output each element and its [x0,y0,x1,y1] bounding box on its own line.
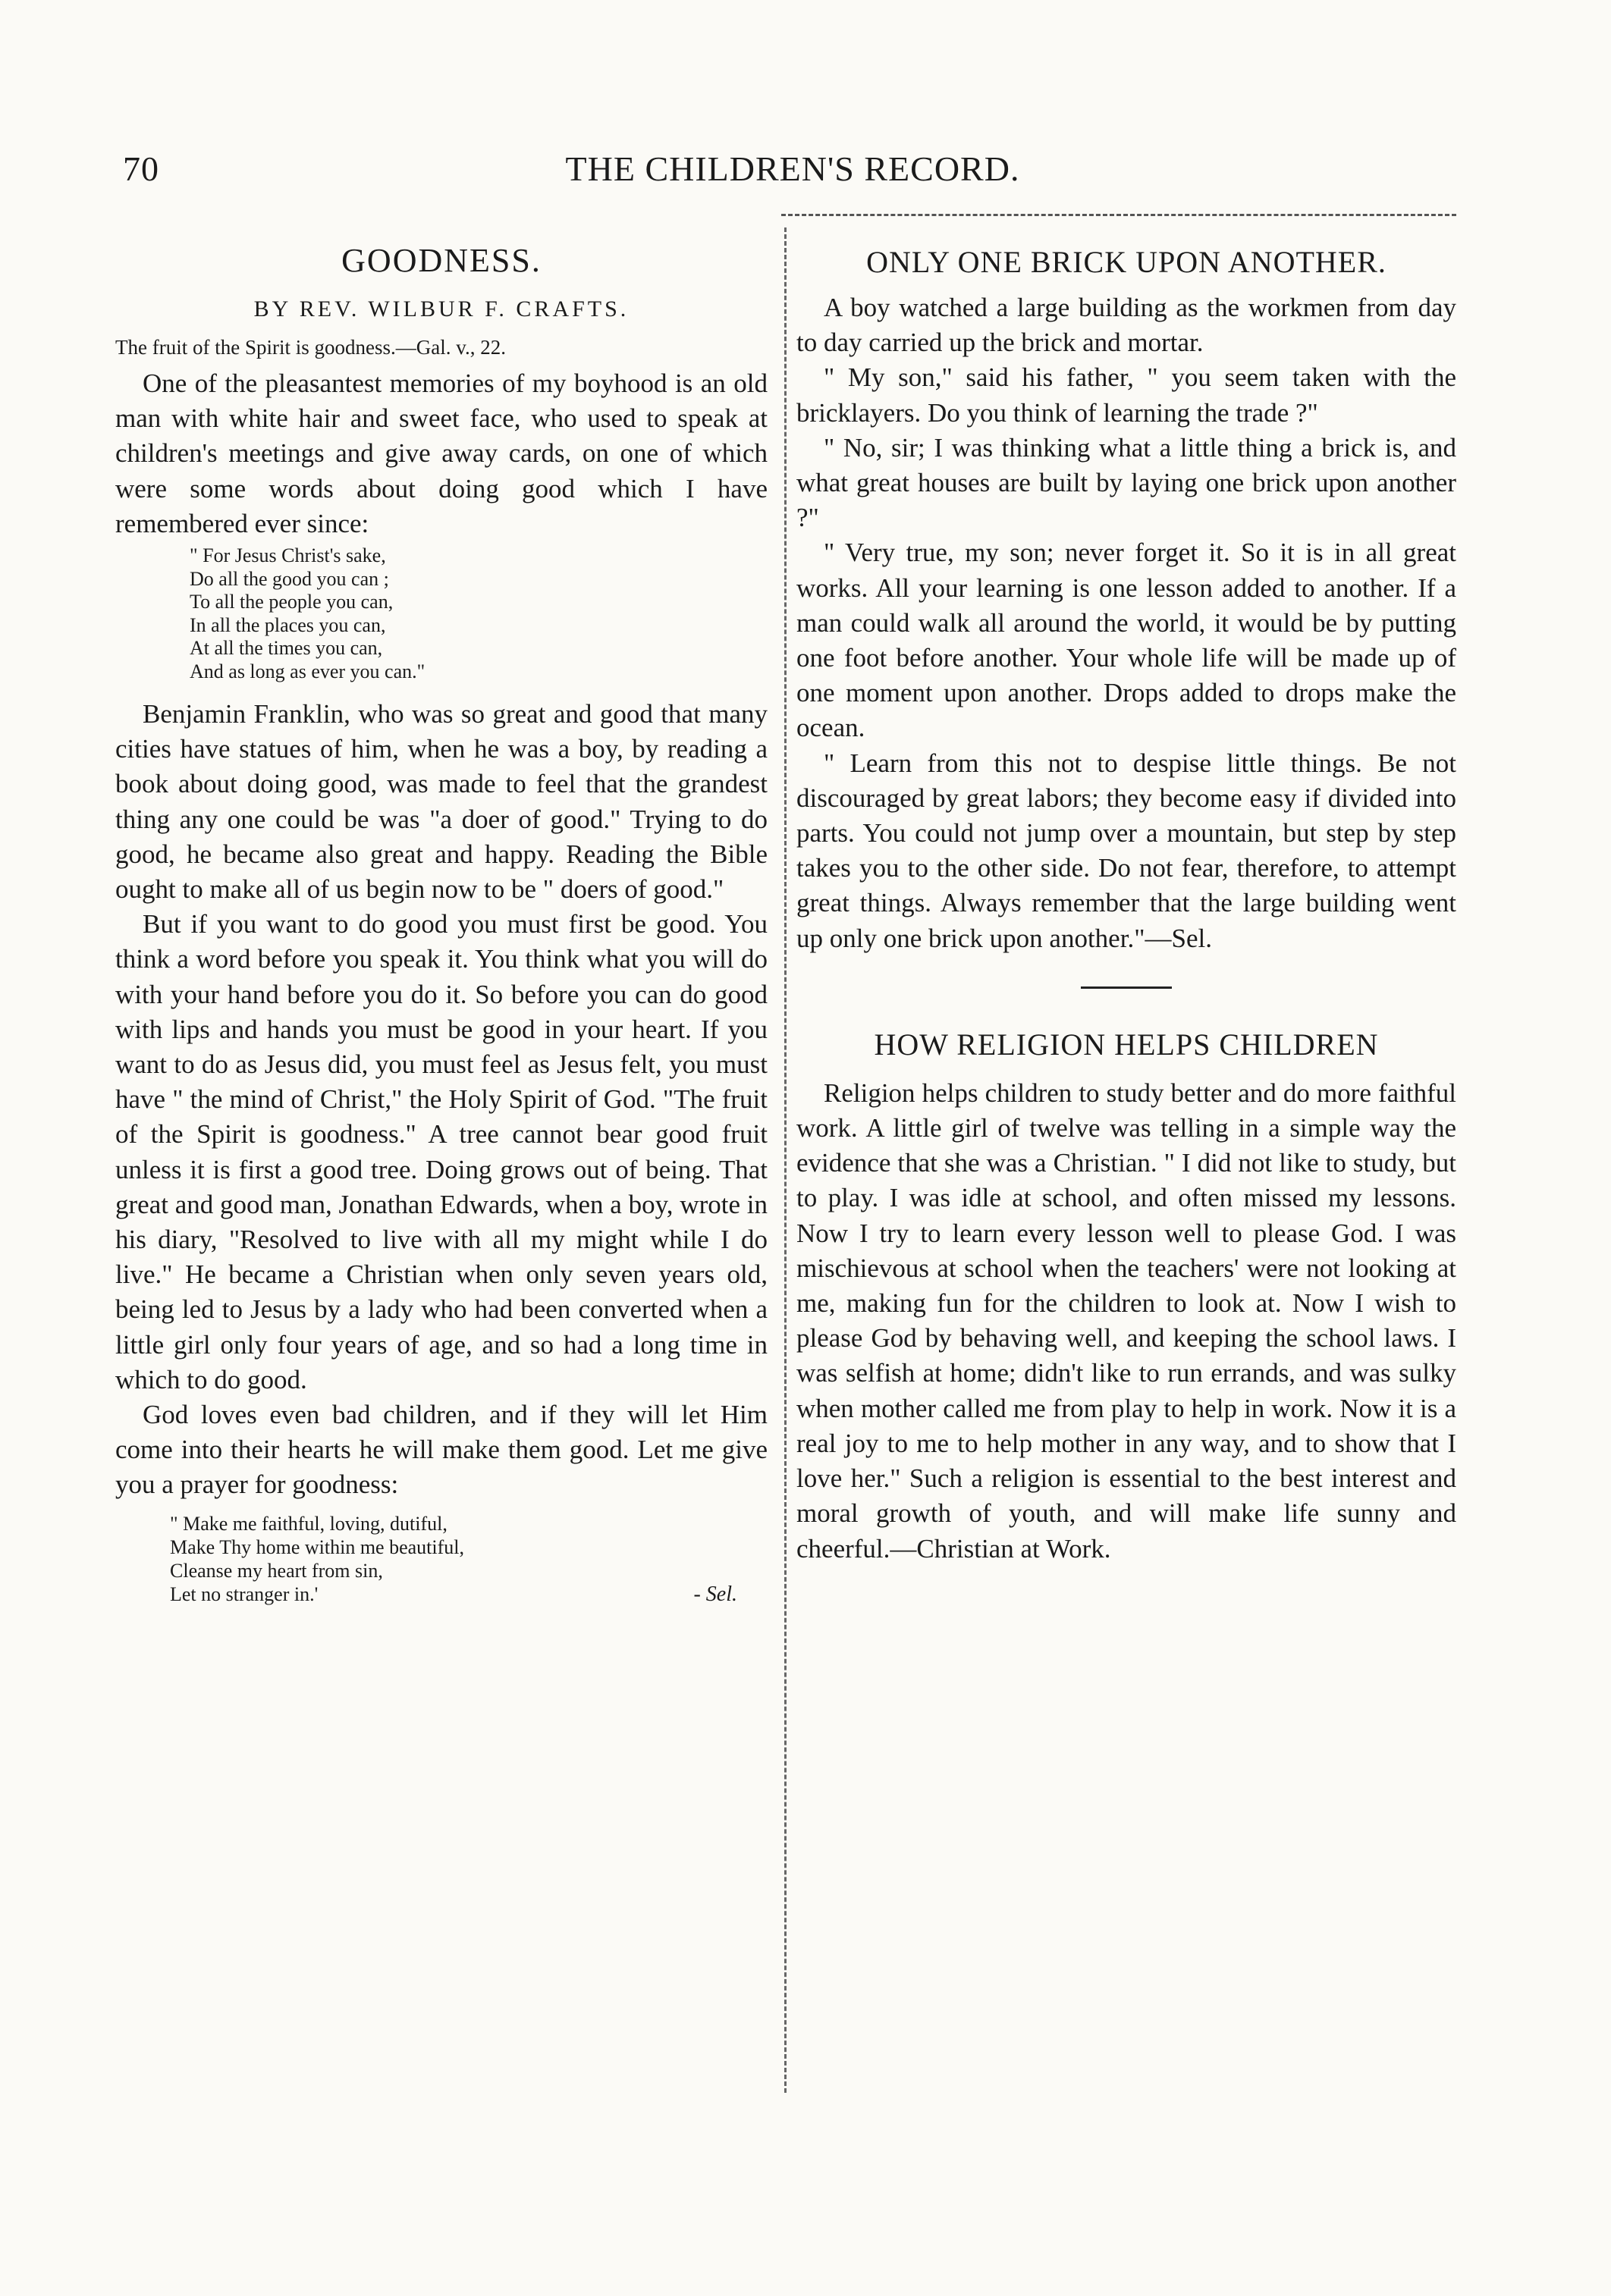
paragraph: A boy watched a large building as the workmen from day to day carried up the brick and mortar. [796,293,1456,358]
article-goodness [115,241,768,1606]
running-title: THE CHILDREN'S RECORD. [565,149,1020,188]
poem-line: In all the places you can, [190,613,386,636]
paragraph: " My son," said his father, " you seem taken with the bricklayers. Do you think of learning the trade ?" [796,362,1456,428]
page-number: 70 [123,149,159,188]
poem-line: " Make me faithful, loving, dutiful, [170,1512,448,1535]
verse-credit: - Sel. [693,1582,737,1606]
right-column [796,241,1456,1567]
header-rule [781,214,1456,216]
section-separator [1081,986,1172,989]
poem-line: Cleanse my heart from sin, [170,1559,383,1582]
article-title: ONLY ONE BRICK UPON ANOTHER. [866,245,1386,279]
paragraph: Benjamin Franklin, who was so great and good that many cities have statues of him, when he was a boy, by reading a book about doing good, was made to feel that the grandest thing any one could be was "a doer of good." Trying to do good, he became also great and happy. Reading the Bible ought to make all of us begin now to be " doers of good." [115,699,768,905]
paragraph: " Very true, my son; never forget it. So it is in all great works. All your learning is one lesson added to another. If a man could walk all around the world, it would be by putting one foot before another. Your whole life will be made up of one moment upon another. Drops added to drops make the ocean. [796,538,1456,743]
prayer-verse [170,1512,768,1606]
article-title: GOODNESS. [341,242,542,279]
poem-line: Let no stranger in.' [170,1582,319,1605]
article-byline: BY REV. WILBUR F. CRAFTS. [253,296,630,322]
poem-line: " For Jesus Christ's sake, [190,544,386,567]
article-epigraph: The fruit of the Spirit is goodness.—Gal. v., 22. [115,336,506,359]
page-header [114,149,1471,202]
poem-line: To all the people you can, [190,591,394,613]
paragraph: " Learn from this not to despise little things. Be not discouraged by great labors; they become easy if divided into parts. You could not jump over a mountain, but step by step takes you to the other side. Do not fear, therefore, to attempt great things. Always remember that the large building went up only one brick upon another."—Sel. [796,748,1456,953]
paragraph: God loves even bad children, and if they will let Him come into their hearts he will make them good. Let me give you a prayer for goodness: [115,1400,768,1500]
poem-line: Do all the good you can ; [190,567,389,590]
paragraph: But if you want to do good you must first be good. You think a word before you speak it. You think what you will do with your hand before you do it. So before you can do good with lips and hands you must be good in your heart. If you want to do as Jesus did, you must feel as Jesus felt, you must have " the mind of Christ," the Holy Spirit of God. "The fruit of the Spirit is goodness." A tree cannot bear good fruit unless it is first a good tree. Doing grows out of being. That great and good man, Jonathan Edwards, when a boy, wrote in his diary, "Resolved to live with all my might while I do live." He became a Christian when only seven years old, being led to Jesus by a lady who had been converted when a little girl only four years of age, and so had a long time in which to do good. [115,909,768,1394]
paragraph: One of the pleasantest memories of my boyhood is an old man with white hair and sweet face, who used to speak at children's meetings and give away cards, on one of which were some words about doing good which I have remembered ever since: [115,369,768,538]
article-title: HOW RELIGION HELPS CHILDREN [874,1027,1379,1062]
poem-line: Make Thy home within me beautiful, [170,1535,464,1558]
paragraph: " No, sir; I was thinking what a little thing a brick is, and what great houses are built by laying one brick upon another ?" [796,432,1456,533]
poem-line: At all the times you can, [190,637,383,660]
paragraph: Religion helps children to study better and do more faithful work. A little girl of twelve was telling in a simple way the evidence that she was a Christian. " I did not like to study, but to play. I was idle at school, and often missed my lessons. Now I try to learn every lesson well to please God. I was mischievous at school when the teachers' were not looking at me, making fun for the children to look at. Now I wish to please God by behaving well, and keeping the school laws. I was selfish at home; didn't like to run errands, and was sulky when mother called me from play to help in work. Now it is a real joy to me to help mother in any way, and to show that I love her." Such a religion is essential to the best interest and moral growth of youth, and will make life sunny and cheerful.—Christian at Work. [796,1077,1456,1564]
column-divider [784,227,787,2093]
poem-line: And as long as ever you can." [190,660,426,682]
poem-verse [190,544,768,683]
